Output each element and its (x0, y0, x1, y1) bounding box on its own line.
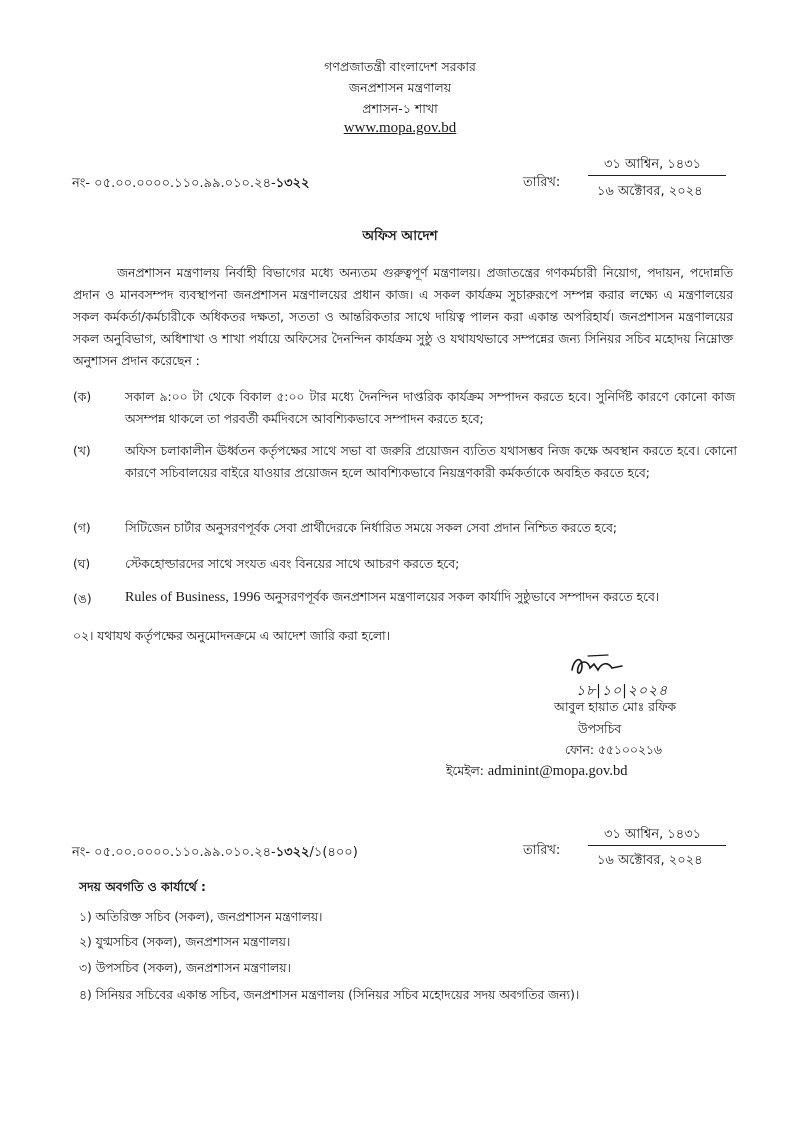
date-gregorian-copy: ১৬ অক্টোবর, ২০২৪ (597, 853, 703, 868)
email-link[interactable]: adminint@mopa.gov.bd (487, 763, 628, 779)
website-link[interactable]: www.mopa.gov.bd (343, 120, 457, 136)
date-divider (588, 175, 726, 176)
distribution-heading: সদয় অবগতি ও কার্যার্থে : (79, 880, 206, 894)
directive-label: (ঘ) (73, 557, 91, 571)
date-gregorian: ১৬ অক্টোবর, ২০২৪ (597, 184, 703, 199)
distribution-item: ৪) সিনিয়র সচিবের একান্ত সচিব, জনপ্রশাসন মন্ত্রণালয় (সিনিয়র সচিব মহোদয়ের সদয় অবগতির জন্য)। (79, 988, 580, 1002)
ministry-name: জনপ্রশাসন মন্ত্রণালয় (348, 80, 452, 95)
directive-text: অফিস চলাকালীন ঊর্ধ্বতন কর্তৃপক্ষের সাথে সভা বা জরুরি প্রয়োজন ব্যতিত যথাসম্ভব নিজ কক্ষে অবস্থান করতে হবে। কোনো কারণে সচিবালয়ের বাইরে যাওয়ার প্রয়োজন হলে আবশ্যিকভাবে নিয়ন্ত্রণকারী কর্মকর্তাকে অবহিত করতে হবে; (125, 444, 737, 480)
memo-number: নং- ০৫.০০.০০০০.১১০.৯৯.০১০.২৪-১৩২২ (72, 176, 310, 191)
date-label: তারিখ: (523, 175, 561, 190)
signature-date: ১৮|১০|২০২৪ (576, 683, 669, 699)
distribution-item: ১) অতিরিক্ত সচিব (সকল), জনপ্রশাসন মন্ত্রণালয়। (79, 910, 323, 924)
page-title: অফিস আদেশ (362, 228, 438, 244)
date-bengali: ৩১ আশ্বিন, ১৪৩১ (604, 157, 702, 172)
directive-label: (গ) (73, 521, 91, 535)
signatory-email: ইমেইল: adminint@mopa.gov.bd (446, 763, 628, 779)
closing-paragraph: ০২। যথাযথ কর্তৃপক্ষের অনুমোদনক্রমে এ আদেশ জারি করা হলো। (73, 629, 391, 643)
signature-image (568, 652, 628, 682)
distribution-item: ২) যুগ্মসচিব (সকল), জনপ্রশাসন মন্ত্রণালয়। (79, 935, 291, 949)
date-divider-copy (588, 845, 726, 846)
directive-label: (খ) (73, 444, 91, 458)
government-name: গণপ্রজাতন্ত্রী বাংলাদেশ সরকার (324, 59, 476, 74)
intro-paragraph: জনপ্রশাসন মন্ত্রণালয় নির্বাহী বিভাগের মধ্যে অন্যতম গুরুত্বপূর্ণ মন্ত্রণালয়। প্রজাতন্ত্রের গণকর্মচারী নিয়োগ, পদায়ন, পদোন্নতি প্রদান ও মানবসম্পদ ব্যবস্থাপনা জনপ্রশাসন মন্ত্রণালয়ের প্রধান কাজ। এ সকল কার্যক্রম সুচারুরূপে সম্পন্ন করার লক্ষ্যে এ মন্ত্রণালয়ের সকল কর্মকর্তা/কর্মচারীকে অধিকতর দক্ষতা, সততা ও আন্তরিকতার সাথে দায়িত্ব পালন করা একান্ত অপরিহার্য। জনপ্রশাসন মন্ত্রণালয়ের সকল অনুবিভাগ, অধিশাখা ও শাখা পর্যায়ে অফিসের দৈনন্দিন কার্যক্রম সুষ্ঠু ও যথাযথভাবে সম্পন্নের জন্য সিনিয়র সচিব মহোদয় নিম্নোক্ত অনুশাসন প্রদান করেছেন : (73, 266, 733, 368)
signatory-designation: উপসচিব (578, 722, 622, 736)
directive-text: সিটিজেন চার্টার অনুসরণপূর্বক সেবা প্রার্থীদেরকে নির্ধারিত সময়ে সকল সেবা প্রদান নিশ্চিত করতে হবে; (125, 521, 618, 535)
date-label-copy: তারিখ: (523, 843, 561, 858)
directive-text: সকাল ৯:০০ টা থেকে বিকাল ৫:০০ টার মধ্যে দৈনন্দিন দাপ্তরিক কার্যক্রম সম্পাদন করতে হবে। সুনির্দিষ্ট কারণে কোনো কাজ অসম্পন্ন থাকলে তা পরবর্তী কর্মদিবসে আবশ্যিকভাবে সম্পাদন করতে হবে; (125, 390, 736, 426)
directive-label: (ক) (73, 390, 92, 404)
directive-label: (ঙ) (73, 592, 92, 606)
signatory-name: আবুল হায়াত মোঃ রফিক (554, 700, 676, 714)
branch-name: প্রশাসন-১ শাখা (362, 101, 438, 116)
directive-text: স্টেকহোল্ডারদের সাথে সংযত এবং বিনয়ের সাথে আচরণ করতে হবে; (125, 557, 460, 571)
directive-text: Rules of Business, 1996 অনুসরণপূর্বক জনপ্রশাসন মন্ত্রণালয়ের সকল কার্যাদি সুষ্ঠুভাবে সম্পাদন করতে হবে। (125, 590, 660, 605)
signatory-phone: ফোন: ৫৫১০০২১৬ (565, 743, 662, 757)
distribution-item: ৩) উপসচিব (সকল), জনপ্রশাসন মন্ত্রণালয়। (79, 961, 291, 975)
date-bengali-copy: ৩১ আশ্বিন, ১৪৩১ (604, 827, 702, 842)
memo-number-copy: নং- ০৫.০০.০০০০.১১০.৯৯.০১০.২৪-১৩২২/১(৪০০) (72, 845, 358, 860)
